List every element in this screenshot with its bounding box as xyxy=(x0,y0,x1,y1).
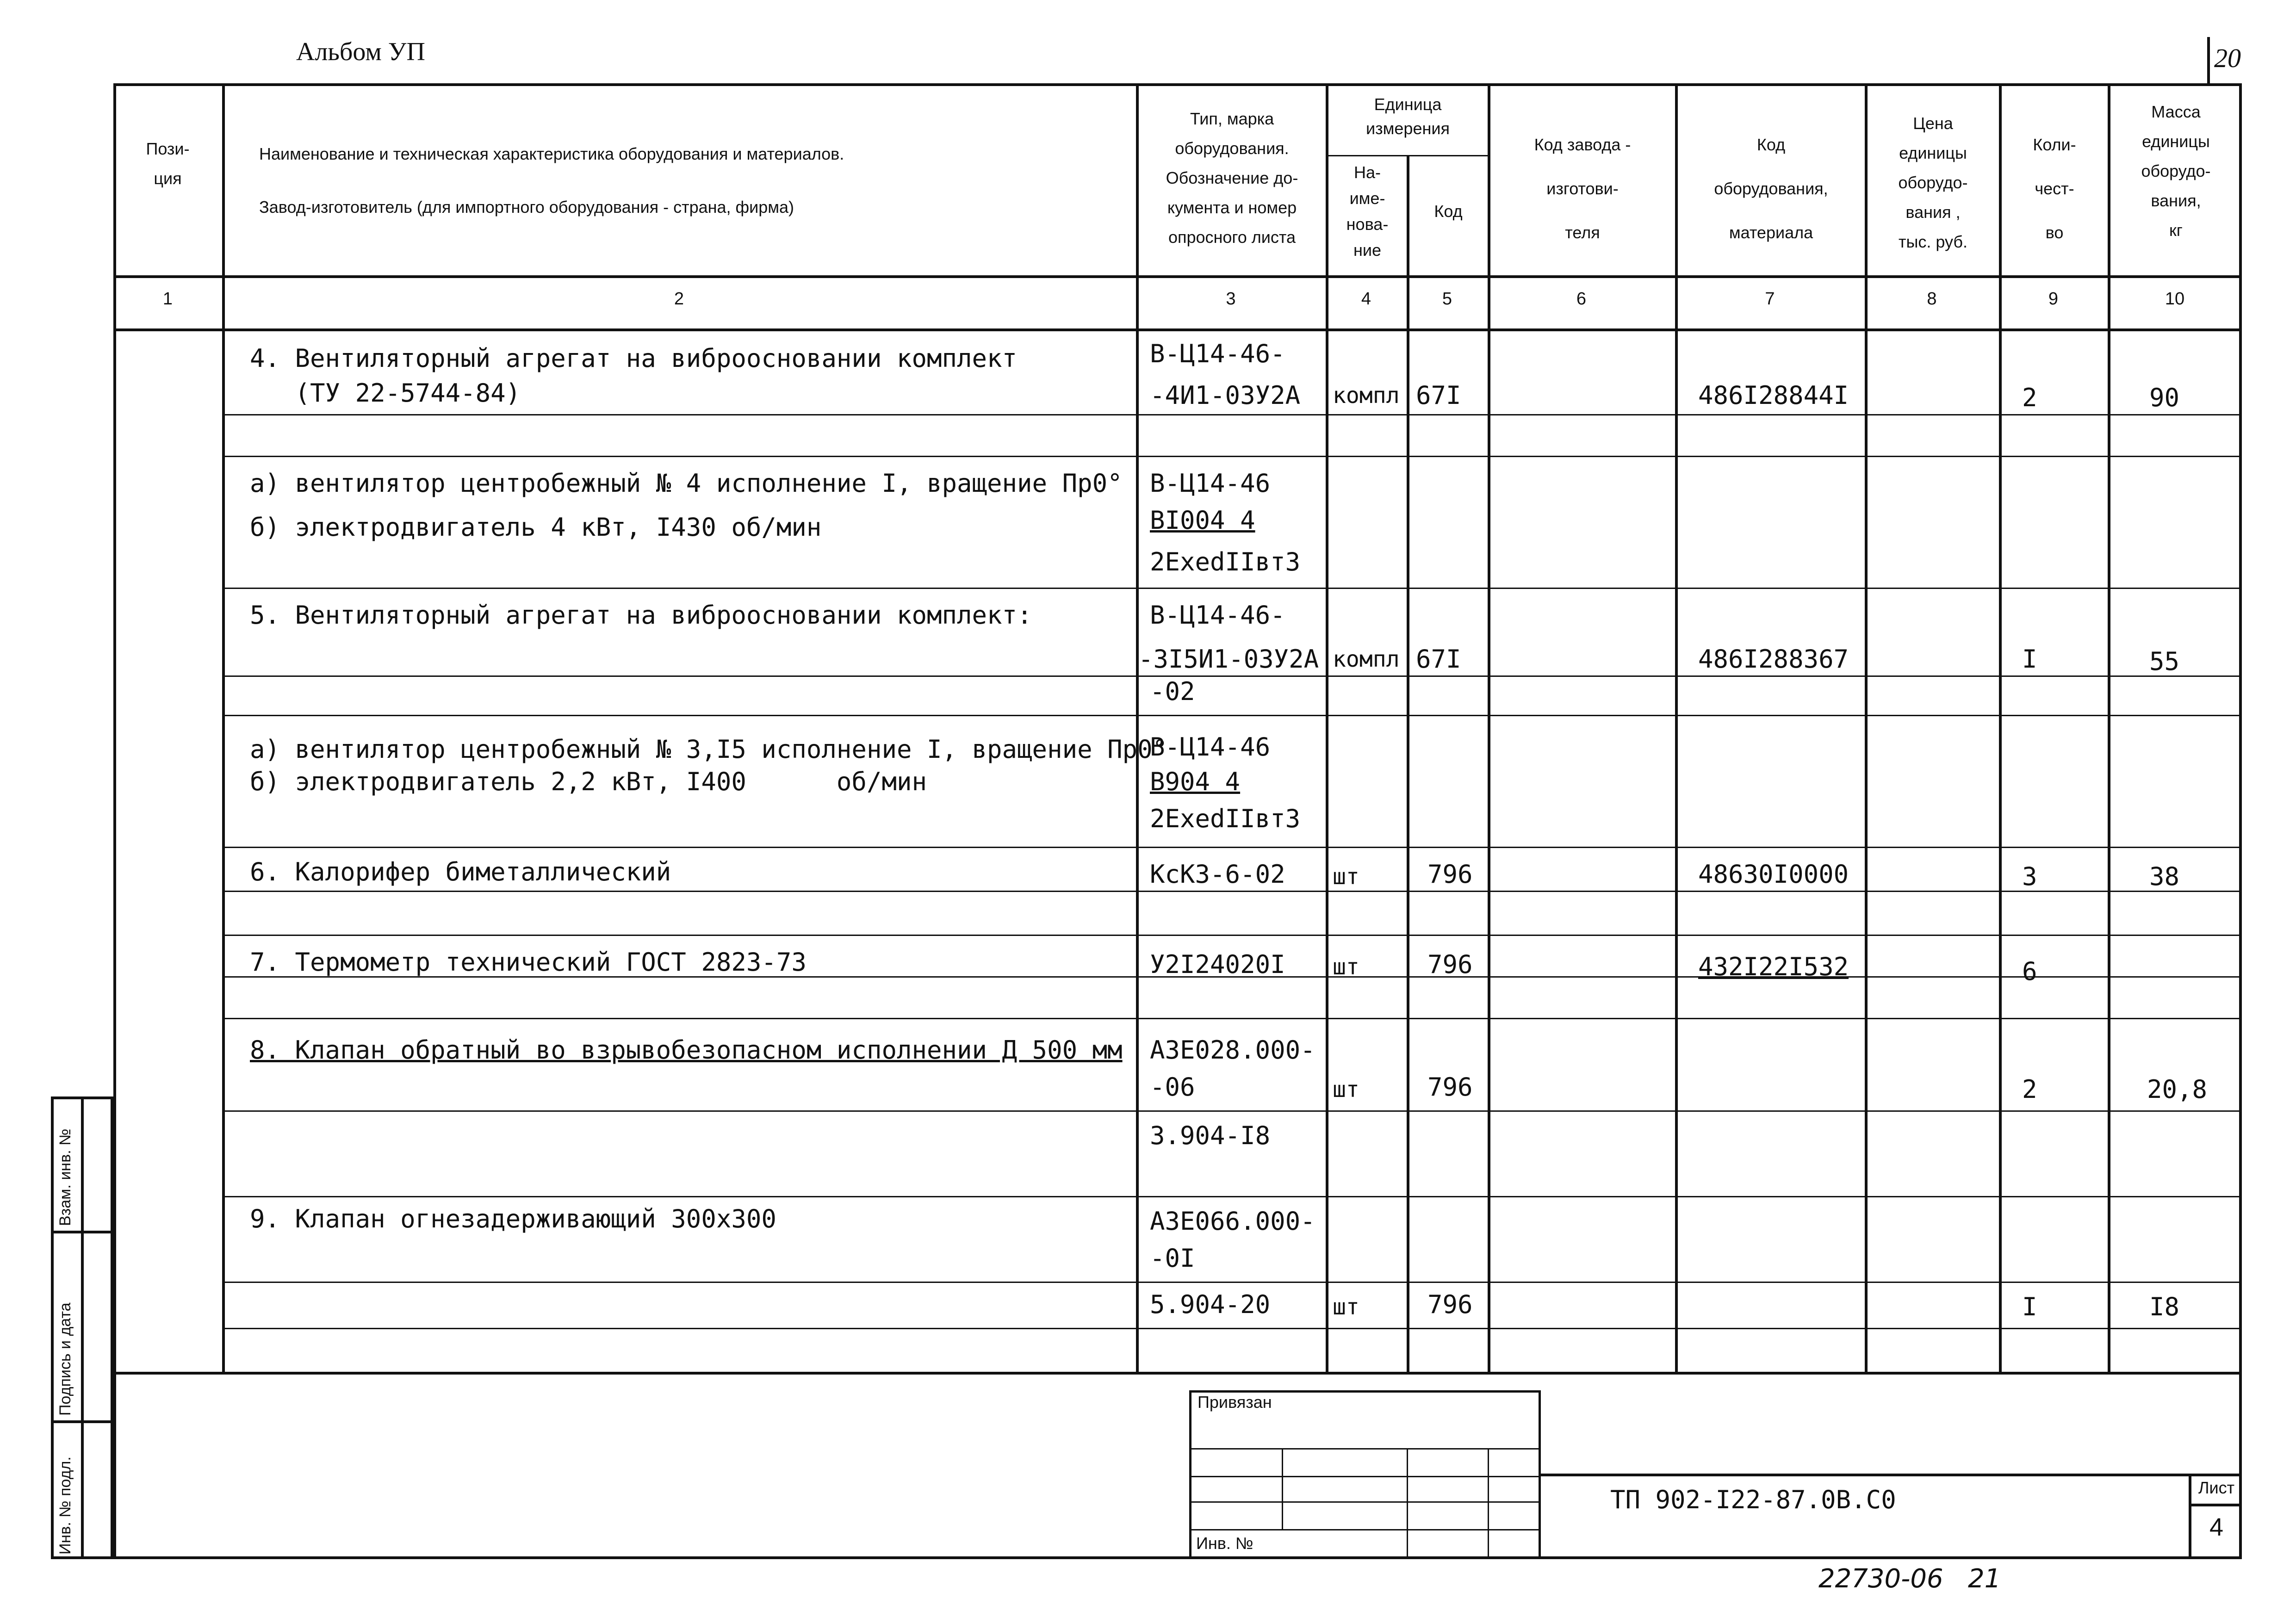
header-mass: Масса единицы оборудо- вания, кг xyxy=(2141,102,2211,240)
row-4-name: 4. Вентиляторный агрегат на виброосновании комплект xyxy=(250,344,1018,373)
row-9-type3: 5.904-20 xyxy=(1150,1290,1271,1319)
row-8-code: 796 xyxy=(1427,1072,1473,1102)
row-line xyxy=(222,1282,2242,1283)
row-5-type2: -3I5И1-03У2А xyxy=(1138,644,1319,674)
header-bottom-line xyxy=(113,275,2242,278)
row-9-code: 796 xyxy=(1427,1290,1473,1319)
row-9-name: 9. Клапан огнезадерживающий 300х300 xyxy=(250,1204,776,1233)
row-9-type: А3Е066.000- xyxy=(1150,1207,1316,1236)
stamp-privyazan-label: Привязан xyxy=(1198,1393,1272,1412)
row-4-material-code: 486I28844I xyxy=(1698,381,1849,410)
header-unit-code: Код xyxy=(1434,202,1463,221)
row-line xyxy=(222,1328,2242,1329)
list-number: 4 xyxy=(2209,1513,2224,1541)
header-qty: Коли- чест- во xyxy=(2033,135,2076,242)
row-5-type: В-Ц14-46- xyxy=(1150,601,1285,630)
col-line-1 xyxy=(222,83,225,1374)
row-5a-name: а) вентилятор центробежный № 3,I5 исполнение I, вращение Пр0° xyxy=(250,735,1168,764)
row-8-type: А3Е028.000- xyxy=(1150,1035,1316,1065)
row-5b-type2: 2ExedIIвт3 xyxy=(1150,804,1301,833)
doc-code: ТП 902-I22-87.0В.С0 xyxy=(1610,1485,1896,1514)
colnum-9: 9 xyxy=(2048,289,2059,309)
row-line xyxy=(222,935,2242,936)
row-6-type: КсК3-6-02 xyxy=(1150,860,1285,889)
row-6-code: 796 xyxy=(1427,860,1473,889)
row-line xyxy=(222,1196,2242,1197)
row-4-spec: (ТУ 22-5744-84) xyxy=(250,378,521,408)
row-4b-type: BI004 4 xyxy=(1150,506,1255,535)
row-8-mass: 20,8 xyxy=(2147,1075,2208,1104)
row-4a-name: а) вентилятор центробежный № 4 исполнение I, вращение Пр0° xyxy=(250,469,1123,498)
row-7-qty: 6 xyxy=(2022,957,2037,986)
row-5b-name: б) электродвигатель 2,2 кВт, I400 об/мин xyxy=(250,767,927,796)
side-label-inv-original: Инв. № подл. xyxy=(56,1456,74,1555)
stamp-col xyxy=(1407,1448,1408,1559)
col-line-5 xyxy=(1488,83,1490,1374)
colnum-1: 1 xyxy=(162,289,173,309)
row-4b-name: б) электродвигатель 4 кВт, I430 об/мин xyxy=(250,513,822,542)
row-line xyxy=(222,588,2242,589)
row-5-mass: 55 xyxy=(2149,647,2180,676)
bottom-archive-number: 22730-06 21 xyxy=(1818,1564,2001,1594)
col-line-9 xyxy=(2108,83,2110,1374)
row-line xyxy=(222,715,2242,716)
header-unit-name: На- име- нова- ние xyxy=(1346,163,1389,260)
row-7-type: У2I24020I xyxy=(1150,950,1285,979)
stamp-col xyxy=(1488,1448,1489,1559)
colnum-4: 4 xyxy=(1361,289,1371,309)
row-line xyxy=(222,891,2242,892)
side-strip-line xyxy=(51,1420,113,1423)
row-9-mass: I8 xyxy=(2149,1292,2180,1321)
side-label-replace-inv: Взам. инв. № xyxy=(56,1128,74,1226)
row-7-name: 7. Термометр технический ГОСТ 2823-73 xyxy=(250,948,807,977)
row-5-type3: -02 xyxy=(1150,677,1195,706)
row-5-qty: I xyxy=(2022,644,2037,674)
row-5-code: 67I xyxy=(1416,644,1461,674)
col-line-6 xyxy=(1675,83,1678,1374)
row-4-type2: -4И1-03У2А xyxy=(1150,381,1301,410)
list-label: Лист xyxy=(2198,1478,2235,1497)
row-8-unit: шт xyxy=(1333,1077,1359,1103)
header-type: Тип, марка оборудования. Обозначение до- кумента и номер опросного листа xyxy=(1166,109,1298,247)
row-6-material-code: 48630I0000 xyxy=(1698,860,1849,889)
row-6-name: 6. Калорифер биметаллический xyxy=(250,857,671,886)
row-9-qty: I xyxy=(2022,1292,2037,1321)
stamp-col xyxy=(1282,1448,1283,1529)
row-line xyxy=(222,1110,2242,1112)
colnum-7: 7 xyxy=(1765,289,1775,309)
doc-code-line xyxy=(1541,1474,2242,1476)
row-8-qty: 2 xyxy=(2022,1075,2037,1104)
colnum-5: 5 xyxy=(1442,289,1452,309)
header-pos: Пози- ция xyxy=(146,139,190,188)
row-6-unit: шт xyxy=(1333,864,1359,890)
colnum-8: 8 xyxy=(1927,289,1937,309)
row-7-code: 796 xyxy=(1427,950,1473,979)
colnum-2: 2 xyxy=(674,289,684,309)
colnum-6: 6 xyxy=(1576,289,1587,309)
unit-header-split xyxy=(1326,155,1488,156)
row-8-type2: -06 xyxy=(1150,1072,1195,1102)
col-line-4 xyxy=(1407,155,1409,1374)
stamp-inv-no: Инв. № xyxy=(1196,1534,1253,1553)
row-4-code: 67I xyxy=(1416,381,1461,410)
row-9-unit: шт xyxy=(1333,1294,1359,1320)
row-4-type: В-Ц14-46- xyxy=(1150,339,1285,368)
row-line xyxy=(222,456,2242,457)
row-5-name: 5. Вентиляторный агрегат на виброосновании комплект: xyxy=(250,601,1032,630)
row-4-unit: компл xyxy=(1333,383,1400,409)
side-strip-divider xyxy=(81,1096,84,1559)
side-label-signature-date: Подпись и дата xyxy=(56,1302,74,1416)
row-line xyxy=(222,1018,2242,1019)
col-line-7 xyxy=(1865,83,1868,1374)
corner-divider xyxy=(2207,37,2210,86)
row-line xyxy=(222,675,2242,677)
col-line-8 xyxy=(1999,83,2002,1374)
album-label: Альбом УП xyxy=(296,37,425,66)
row-5b-type: В904 4 xyxy=(1150,767,1241,796)
colnum-3: 3 xyxy=(1226,289,1236,309)
row-6-qty: 3 xyxy=(2022,862,2037,891)
colnum-bottom-line xyxy=(113,328,2242,331)
row-5a-type: В-Ц14-46 xyxy=(1150,732,1271,762)
row-8-type3: 3.904-I8 xyxy=(1150,1121,1271,1150)
row-8-name: 8. Клапан обратный во взрывобезопасном исполнении Д 500 мм xyxy=(250,1035,1123,1065)
row-4b-type2: 2ExedIIвт3 xyxy=(1150,547,1301,576)
header-name: Наименование и техническая характеристика оборудования и материалов. Завод-изготовитель (для импортного оборудования - страна, фирма) xyxy=(259,144,844,217)
row-4a-type: В-Ц14-46 xyxy=(1150,469,1271,498)
row-7-unit: шт xyxy=(1333,954,1359,980)
header-material-code: Код оборудования, материала xyxy=(1714,135,1828,242)
header-unit: Единица измерения xyxy=(1366,95,1450,138)
row-line xyxy=(222,847,2242,848)
row-5-unit: компл xyxy=(1333,646,1400,672)
row-5-material-code: 486I288367 xyxy=(1698,644,1849,674)
row-4-mass: 90 xyxy=(2149,383,2180,412)
row-line xyxy=(222,414,2242,415)
side-strip-line xyxy=(51,1231,113,1233)
header-price: Цена единицы оборудо- вания , тыс. руб. xyxy=(1898,114,1968,251)
header-factory-code: Код завода - изготови- теля xyxy=(1534,135,1631,242)
row-7-material-code: 432I22I532 xyxy=(1698,952,1849,981)
row-9-type2: -0I xyxy=(1150,1244,1195,1273)
col-line-3 xyxy=(1326,83,1328,1374)
row-4-qty: 2 xyxy=(2022,383,2037,412)
table-bottom-line xyxy=(113,1372,2242,1375)
colnum-10: 10 xyxy=(2165,289,2185,309)
row-6-mass: 38 xyxy=(2149,862,2180,891)
list-box-divider xyxy=(2189,1504,2242,1506)
sheet-corner-number: 20 xyxy=(2214,43,2241,73)
col-line-2 xyxy=(1136,83,1139,1374)
